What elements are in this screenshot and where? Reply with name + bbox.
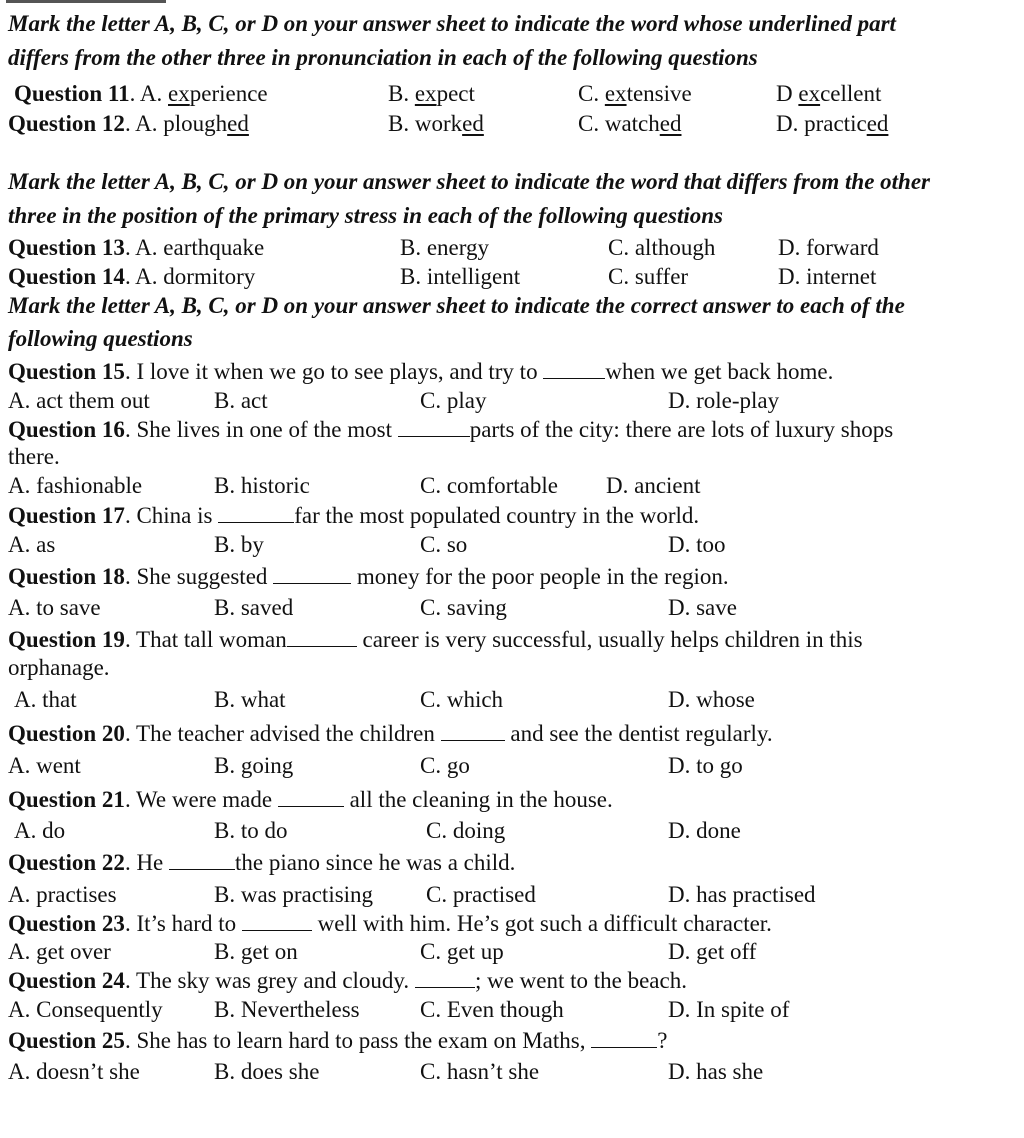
q21-option-b: B. to do [214,818,288,843]
answer-blank [278,788,344,807]
q11-option-d: D excellent [776,81,882,106]
question-24 [8,967,687,995]
question-stem: . The sky was grey and cloudy. [124,968,415,993]
q23-option-b: B. get on [214,939,298,964]
question-label: Question 22 [8,850,125,875]
q18-option-d: D. save [668,595,737,620]
question-19 [8,626,863,654]
question-stem: . She suggested [124,564,274,589]
q22-option-d: D. has practised [668,882,816,907]
q25-option-b: B. does she [214,1059,320,1084]
question-22 [8,849,515,877]
question-stem: parts of the city: there are lots of luxury shops [469,417,894,442]
option-a: . A. dormitory [124,264,256,289]
question-stem: when we get back home. [605,359,834,384]
q14-option-d: D. internet [778,264,877,289]
q18-option-c: C. saving [420,595,507,620]
q17-option-b: B. by [214,532,264,557]
question-25 [8,1027,667,1055]
q16-option-d: D. ancient [606,473,701,498]
answer-blank [398,418,470,437]
q25-option-d: D. has she [668,1059,764,1084]
q12-option-b: B. worked [388,111,484,136]
q23-option-a: A. get over [8,939,111,964]
q11-option-b: B. expect [388,81,475,106]
underlined-part: ex [168,81,190,106]
q24-option-a: A. Consequently [8,997,163,1022]
q24-option-d: D. In spite of [668,997,790,1022]
question-21 [8,786,613,814]
instruction-correct-line-1: Mark the letter A, B, C, or D on your answer sheet to indicate the correct answer to each of the [8,293,905,318]
answer-blank [543,360,605,379]
q23-option-c: C. get up [420,939,504,964]
q19-option-a: A. that [14,687,77,712]
question-stem: ? [657,1028,668,1053]
question-stem: . She lives in one of the most [124,417,398,442]
q15-option-c: C. play [420,388,487,413]
question-stem: . He [124,850,170,875]
question-18 [8,563,729,591]
q21-option-d: D. done [668,818,741,843]
question-14 [8,263,255,291]
question-stem: . It’s hard to [124,911,242,936]
q15-option-d: D. role-play [668,388,780,413]
question-stem: . The teacher advised the children [124,721,441,746]
question-label: Question 20 [8,721,125,746]
question-label: Question 17 [8,503,125,528]
answer-blank [591,1029,657,1048]
question-11 [14,80,268,108]
q24-option-b: B. Nevertheless [214,997,360,1022]
question-12 [8,110,249,138]
q14-option-c: C. suffer [608,264,689,289]
question-label: Question 11 [14,81,130,106]
q25-option-c: C. hasn’t she [420,1059,540,1084]
q11-option-c: C. extensive [578,81,692,106]
q20-option-c: C. go [420,753,470,778]
q20-option-b: B. going [214,753,294,778]
answer-blank [415,969,475,988]
answer-blank [218,504,294,523]
q13-option-b: B. energy [400,235,490,260]
q21-option-a: A. do [14,818,66,843]
question-label: Question 16 [8,417,125,442]
question-stem: the piano since he was a child. [235,850,516,875]
question-label: Question 12 [8,111,125,136]
question-stem: and see the dentist regularly. [504,721,773,746]
question-stem: well with him. He’s got such a difficult character. [311,911,772,936]
question-stem: . I love it when we go to see plays, and try to [124,359,544,384]
instruction-stress-line-1: Mark the letter A, B, C, or D on your answer sheet to indicate the word that differs from the other [8,169,930,194]
q19-option-d: D. whose [668,687,755,712]
question-stem: . She has to learn hard to pass the exam on Maths, [124,1028,592,1053]
question-label: Question 23 [8,911,125,936]
question-23 [8,910,772,938]
question-label: Question 13 [8,235,125,260]
question-stem: . We were made [124,787,278,812]
q18-option-a: A. to save [8,595,101,620]
question-label: Question 19 [8,627,125,652]
question-19-continuation: orphanage. [8,655,110,680]
question-label: Question 14 [8,264,125,289]
question-stem: career is very successful, usually helps children in this [356,627,863,652]
question-stem: . China is [124,503,219,528]
q17-option-d: D. too [668,532,726,557]
option-a-prefix: . A. plough [124,111,228,136]
top-cut-line [6,0,166,3]
q14-option-b: B. intelligent [400,264,521,289]
q19-option-c: C. which [420,687,504,712]
q24-option-c: C. Even though [420,997,564,1022]
option-a-prefix: . A. [129,81,169,106]
question-15 [8,358,833,386]
question-label: Question 15 [8,359,125,384]
q25-option-a: A. doesn’t she [8,1059,140,1084]
q17-option-c: C. so [420,532,468,557]
question-16 [8,416,893,444]
instruction-stress-line-2: three in the position of the primary stress in each of the following questions [8,203,723,228]
q20-option-d: D. to go [668,753,743,778]
question-stem: all the cleaning in the house. [343,787,613,812]
answer-blank [441,722,505,741]
q20-option-a: A. went [8,753,81,778]
question-16-continuation: there. [8,444,60,469]
question-label: Question 24 [8,968,125,993]
question-17 [8,502,699,530]
q16-option-a: A. fashionable [8,473,143,498]
q16-option-b: B. historic [214,473,310,498]
question-stem: far the most populated country in the world. [294,503,700,528]
q19-option-b: B. what [214,687,286,712]
answer-blank [287,628,357,647]
question-label: Question 21 [8,787,125,812]
q22-option-c: C. practised [426,882,536,907]
q18-option-b: B. saved [214,595,294,620]
question-label: Question 25 [8,1028,125,1053]
option-a: . A. earthquake [124,235,265,260]
instruction-pronunciation-line-2: differs from the other three in pronunciation in each of the following questions [8,45,758,70]
question-stem: ; we went to the beach. [474,968,687,993]
q15-option-b: B. act [214,388,268,413]
q15-option-a: A. act them out [8,388,150,413]
q22-option-b: B. was practising [214,882,374,907]
question-stem: money for the poor people in the region. [351,564,729,589]
answer-blank [169,851,235,870]
q12-option-c: C. watched [578,111,682,136]
answer-blank [242,912,312,931]
answer-blank [273,565,351,584]
question-label: Question 18 [8,564,125,589]
underlined-part: ed [227,111,249,136]
question-20 [8,720,773,748]
q16-option-c: C. comfortable [420,473,558,498]
q22-option-a: A. practises [8,882,117,907]
option-a-rest: perience [189,81,268,106]
q13-option-d: D. forward [778,235,879,260]
q12-option-d: D. practiced [776,111,889,136]
question-stem: . That tall woman [124,627,287,652]
question-13 [8,234,264,262]
q21-option-c: C. doing [426,818,506,843]
q17-option-a: A. as [8,532,56,557]
instruction-pronunciation-line-1: Mark the letter A, B, C, or D on your answer sheet to indicate the word whose underlined part [8,11,896,36]
q23-option-d: D. get off [668,939,757,964]
instruction-correct-line-2: following questions [8,326,193,351]
q13-option-c: C. although [608,235,716,260]
